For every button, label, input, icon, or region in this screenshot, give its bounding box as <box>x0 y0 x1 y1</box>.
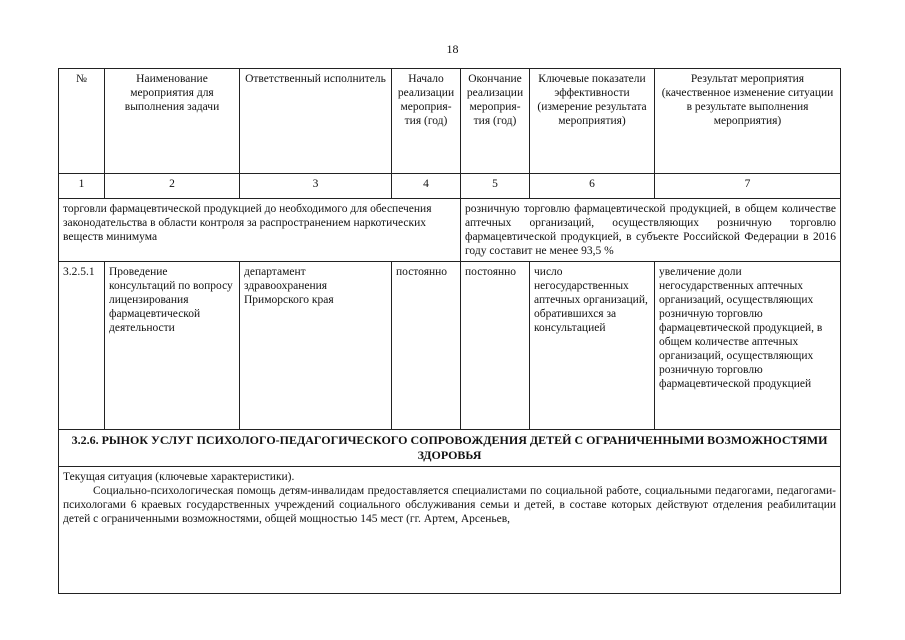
continued-right-text: розничную торговлю фармацевтической продукцией, в общем количестве аптечных организаций, осуществляющих розничную торговлю фармацевтической продукцией, в субъекте Российской Федерации в 2016 году составит не менее 93,5 % <box>461 199 841 262</box>
item-result: увеличение доли негосударственных аптечных организаций, осуществляющих розничную торговлю фармацевтической продукцией, в общем количестве аптечных организаций, осуществляющих розничную торговлю фармацевтической продукцией <box>655 262 841 430</box>
section-title: 3.2.6. РЫНОК УСЛУГ ПСИХОЛОГО-ПЕДАГОГИЧЕСКОГО СОПРОВОЖДЕНИЯ ДЕТЕЙ С ОГРАНИЧЕННЫМИ ВОЗМОЖНОСТЯМИ ЗДОРОВЬЯ <box>59 430 841 467</box>
column-number-row <box>59 174 841 199</box>
header-number: № <box>59 69 105 174</box>
continued-row <box>59 199 841 262</box>
current-situation <box>59 467 841 594</box>
situation-row <box>59 467 841 594</box>
item-executor: департамент здравоохранения Приморского края <box>240 262 392 430</box>
header-indicators: Ключевые показатели эффективности (измерение результата мероприятия) <box>530 69 655 174</box>
situation-paragraph: Социально-психологическая помощь детям-инвалидам предоставляется специалистами по социальной работе, социальными педагогами, педагогами- психологами 6 краевых государственных учреждений социального обслуживания семьи и детей, в составе которых действуют отделения реабилитации детей с ограниченными возможностями, общей мощностью 145 мест (гг. Артем, Арсеньев, <box>63 485 836 525</box>
header-executor: Ответственный исполнитель <box>240 69 392 174</box>
continued-left-text: торговли фармацевтической продукцией до необходимого для обеспечения законодательства в области контроля за распространением наркотических веществ минимума <box>59 199 461 262</box>
header-result: Результат мероприятия (качественное изменение ситуации в результате выполнения мероприятия) <box>655 69 841 174</box>
table-row <box>59 262 841 430</box>
column-number: 4 <box>392 174 461 199</box>
header-measure-name: Наименование мероприятия для выполнения задачи <box>105 69 240 174</box>
header-end: Окончание реализации мероприя-тия (год) <box>461 69 530 174</box>
section-row <box>59 430 841 467</box>
item-number: 3.2.5.1 <box>59 262 105 430</box>
item-name: Проведение консультаций по вопросу лицензирования фармацевтической деятельности <box>105 262 240 430</box>
column-number: 5 <box>461 174 530 199</box>
table-header-row <box>59 69 841 174</box>
item-end: постоянно <box>461 262 530 430</box>
item-indicator: число негосударственных аптечных организаций, обратившихся за консультацией <box>530 262 655 430</box>
measures-table <box>58 68 841 594</box>
column-number: 3 <box>240 174 392 199</box>
column-number: 7 <box>655 174 841 199</box>
column-number: 2 <box>105 174 240 199</box>
header-start: Начало реализации мероприя-тия (год) <box>392 69 461 174</box>
column-number: 6 <box>530 174 655 199</box>
column-number: 1 <box>59 174 105 199</box>
page-number: 18 <box>446 42 459 56</box>
situation-heading: Текущая ситуация (ключевые характеристики). <box>63 471 295 483</box>
item-start: постоянно <box>392 262 461 430</box>
